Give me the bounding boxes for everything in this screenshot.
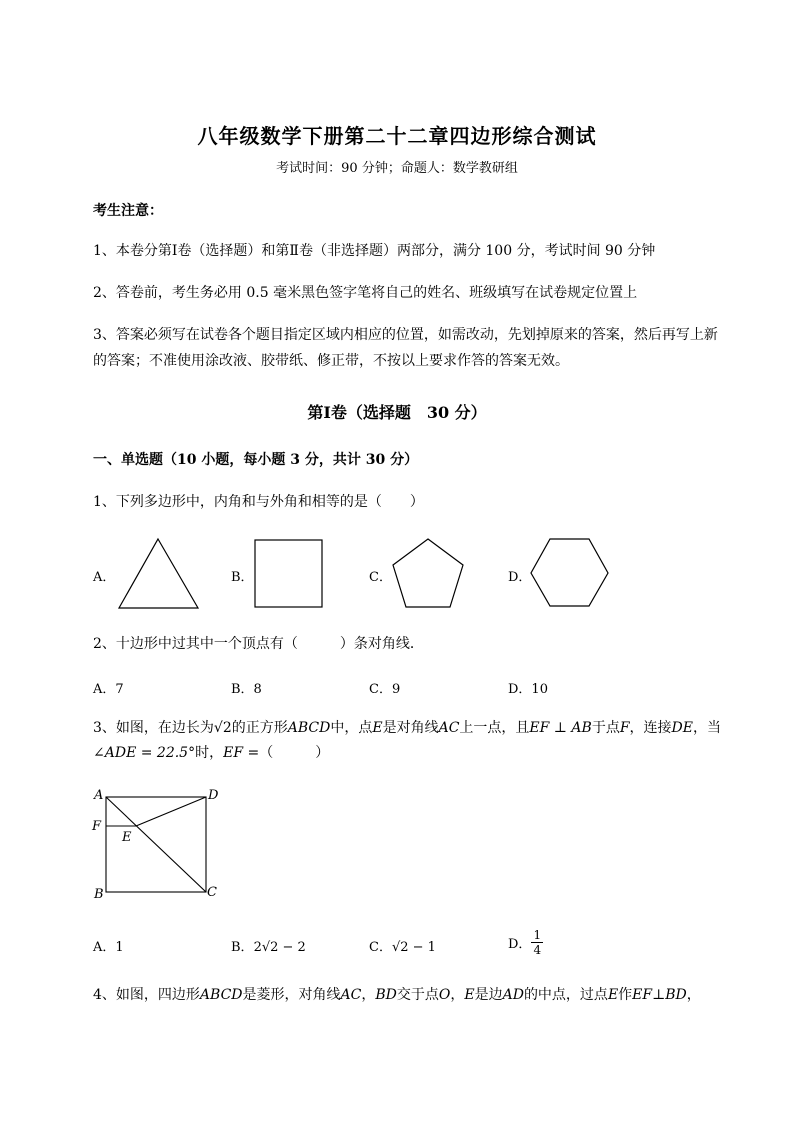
math-e: E: [607, 987, 619, 1003]
q2-option-b: B．8: [231, 682, 262, 697]
q3-option-b: [231, 936, 306, 955]
q3-option-c-expr: √2 − 1: [391, 940, 436, 955]
pentagon-icon: [391, 538, 465, 610]
q3-text: 3、如图，在边长为: [93, 720, 214, 736]
q1-option-c-label: C．: [369, 570, 392, 585]
label-b: B: [94, 887, 104, 902]
question-3-stem-line2: [93, 743, 329, 763]
label-e: E: [122, 830, 132, 845]
label-c: C: [207, 885, 217, 900]
q3-text: ，连接: [629, 720, 672, 736]
q3-text: 时，: [195, 745, 224, 761]
label-d: D: [208, 788, 219, 803]
label-a: A: [94, 788, 104, 803]
math-e: E: [464, 987, 475, 1003]
square-icon: [254, 539, 324, 609]
math-angle-ade: ∠ADE = 22.5°: [93, 745, 196, 761]
math-de: DE: [671, 720, 693, 736]
notice-item-3: 3、答案必须写在试卷各个题目指定区域内相应的位置，如需改动，先划掉原来的答案，然后再写上新: [93, 327, 718, 343]
notice-item-1: 1、本卷分第Ⅰ卷（选择题）和第Ⅱ卷（非选择题）两部分，满分 100 分，考试时间 90 分钟: [93, 243, 656, 259]
q3-option-d: [508, 928, 543, 957]
q1-option-b-label: B．: [231, 570, 254, 585]
q3-text: ，当: [693, 720, 721, 736]
square-abcd-figure: [88, 784, 228, 904]
question-1-stem: 1、下列多边形中，内角和与外角和相等的是（ ）: [93, 494, 424, 510]
q3-text: 中，点: [330, 720, 373, 736]
q3-option-c-label: C．: [369, 940, 392, 955]
q1-option-a-label: A．: [93, 570, 116, 585]
math-ac: AC: [340, 987, 362, 1003]
q3-text: =（ ）: [243, 745, 330, 761]
math-f: F: [619, 720, 630, 736]
q4-text: 交于点: [396, 987, 439, 1003]
q4-text: ，: [686, 987, 701, 1003]
q2-option-d: D．10: [508, 682, 548, 697]
math-o: O: [438, 987, 451, 1003]
q4-text: 是菱形，对角线: [242, 987, 341, 1003]
q4-text: ，: [361, 987, 376, 1003]
triangle-icon: [118, 538, 200, 610]
q3-option-a: A．1: [93, 940, 124, 955]
question-4-stem: [93, 985, 701, 1005]
question-2-stem: 2、十边形中过其中一个顶点有（ ）条对角线．: [93, 636, 424, 652]
fraction: [531, 928, 543, 957]
q4-text: 4、如图，四边形: [93, 987, 200, 1003]
math-ad: AD: [502, 987, 524, 1003]
notice-item-2: 2、答卷前，考生务必用 0.5 毫米黑色签字笔将自己的姓名、班级填写在试卷规定位置上: [93, 285, 638, 301]
q3-text: 于点: [591, 720, 620, 736]
hexagon-icon: [530, 538, 610, 608]
q4-text: ，: [450, 987, 465, 1003]
question-3-stem-line1: [93, 718, 721, 738]
label-f: F: [92, 819, 102, 834]
q1-option-d-label: D．: [508, 570, 532, 585]
q3-option-b-label: B．: [231, 940, 254, 955]
math-abcd: ABCD: [287, 720, 331, 736]
math-bd: BD: [375, 987, 397, 1003]
q3-text: 的正方形: [231, 720, 288, 736]
math-ac: AC: [438, 720, 460, 736]
notice-heading: 考生注意：: [93, 203, 163, 219]
q3-option-b-expr: 2√2 − 2: [253, 940, 306, 955]
q3-text: 是对角线: [382, 720, 439, 736]
q3-option-d-label: D．: [508, 937, 532, 952]
math-ef-perp-ab: EF ⊥ AB: [529, 720, 592, 736]
part-title: 一、单选题（10 小题，每小题 3 分，共计 30 分）: [93, 452, 419, 468]
notice-item-3-cont: 的答案；不准使用涂改液、胶带纸、修正带，不按以上要求作答的答案无效。: [93, 353, 569, 369]
q4-text: 是边: [474, 987, 503, 1003]
fraction-numerator: 1: [533, 928, 542, 942]
q4-text: 作: [618, 987, 633, 1003]
math-ef-perp-bd: EF⊥BD: [632, 987, 687, 1003]
math-abcd: ABCD: [199, 987, 243, 1003]
page-title: 八年级数学下册第二十二章四边形综合测试: [197, 124, 597, 148]
math-e: E: [372, 720, 383, 736]
math-ef: EF: [223, 745, 244, 761]
q2-option-a: A．7: [93, 682, 124, 697]
exam-info: 考试时间：90 分钟；命题人：数学教研组: [276, 161, 518, 176]
q3-option-c: [369, 936, 436, 955]
q2-option-c: C．9: [369, 682, 401, 697]
q4-text: 的中点，过点: [523, 987, 608, 1003]
q3-text: 上一点，且: [459, 720, 530, 736]
fraction-denominator: 4: [533, 943, 542, 957]
section-title: 第Ⅰ卷（选择题 30 分）: [307, 403, 487, 422]
sqrt2: √2: [213, 720, 232, 736]
